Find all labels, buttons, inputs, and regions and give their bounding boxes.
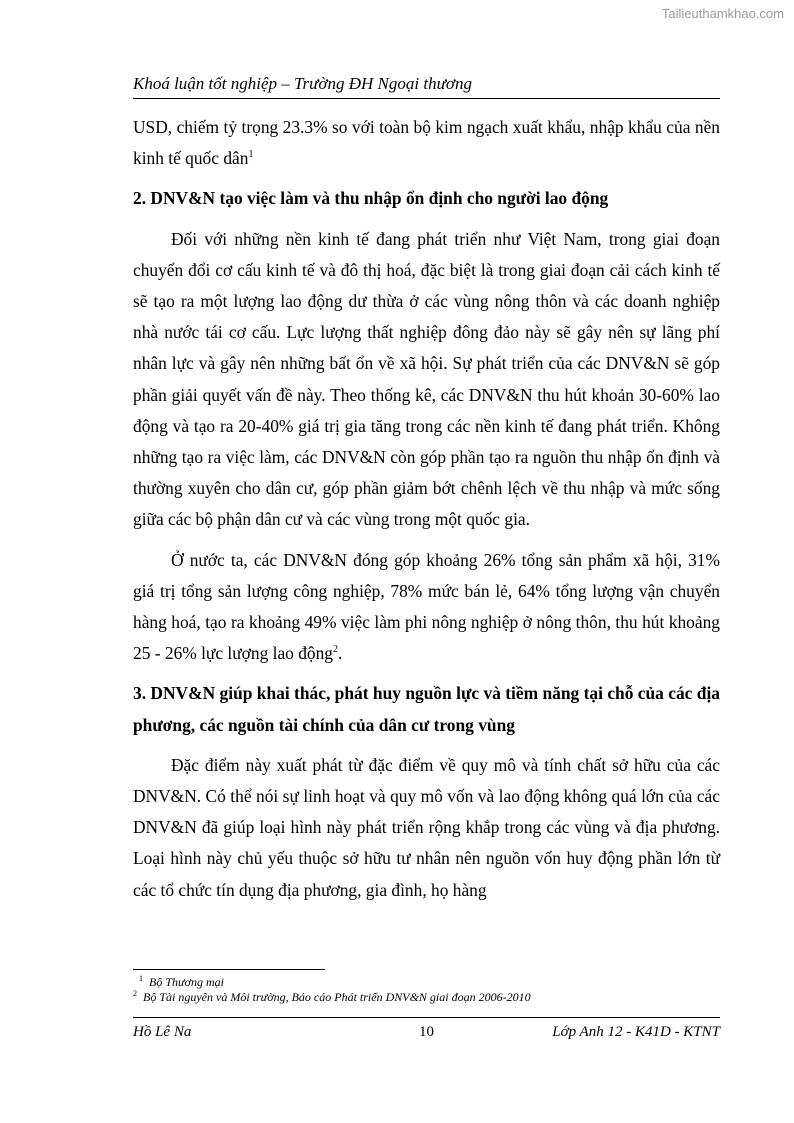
footnotes (133, 975, 720, 1005)
section-3-heading: 3. DNV&N giúp khai thác, phát huy nguồn lực và tiềm năng tại chỗ của các địa phương, các nguồn tài chính của dân cư trong vùng (133, 683, 720, 735)
footer-class-info: Lớp Anh 12 - K41D - KTNT (552, 1024, 720, 1040)
header-divider (133, 98, 720, 99)
footnote-ref-1[interactable]: 1 (248, 149, 254, 161)
footnote-divider (133, 969, 325, 970)
page-footer (133, 1022, 720, 1042)
footnote-2 (133, 990, 720, 1005)
watermark: Tailieuthamkhao.com (661, 6, 784, 21)
intro-text: USD, chiếm tỷ trọng 23.3% so với toàn bộ kim ngạch xuất khẩu, nhập khẩu của nền kinh tế quốc dân (133, 117, 720, 169)
section-2-paragraph-2 (133, 545, 720, 670)
intro-paragraph (133, 112, 720, 174)
page-body (133, 112, 720, 906)
section-2-paragraph-2-text: Ở nước ta, các DNV&N đóng góp khoảng 26% tổng sản phẩm xã hội, 31% giá trị tổng sản lượng công nghiệp, 78% mức bán lẻ, 64% tổng lượng vận chuyển hàng hoá, tạo ra khoảng 49% việc làm phi nông nghiệp ở nông thôn, thu hút khoảng 25 - 26% lực lượng lao động (133, 549, 720, 664)
page-number: 10 (419, 1024, 434, 1040)
page-header: Khoá luận tốt nghiệp – Trường ĐH Ngoại thương (133, 74, 472, 93)
section-2-paragraph-1: Đối với những nền kinh tế đang phát triển như Việt Nam, trong giai đoạn chuyển đổi cơ cấu kinh tế và đô thị hoá, đặc biệt là trong giai đoạn cải cách kinh tế sẽ tạo ra một lượng lao động dư thừa ở các vùng nông thôn và các doanh nghiệp nhà nước tái cơ cấu. Lực lượng thất nghiệp đông đảo này sẽ gây nên sự lãng phí nhân lực và gây nên những bất ổn về xã hội. Sự phát triển của các DNV&N sẽ góp phần giải quyết vấn đề này. Theo thống kê, các DNV&N thu hút khoản 30-60% lao động và tạo ra 20-40% giá trị gia tăng trong các nền kinh tế đang phát triển. Không những tạo ra việc làm, các DNV&N còn góp phần tạo ra nguồn thu nhập ổn định và thường xuyên cho dân cư, góp phần giảm bớt chênh lệch về thu nhập và mức sống giữa các bộ phận dân cư và các vùng trong một quốc gia. (133, 228, 720, 530)
footnote-ref-2[interactable]: 2 (333, 644, 338, 656)
footer-divider (133, 1017, 720, 1018)
section-2-heading: 2. DNV&N tạo việc làm và thu nhập ổn định cho người lao động (133, 188, 609, 209)
footnote-1-text: Bộ Thương mại (149, 975, 224, 989)
footnote-2-text: Bộ Tài nguyên và Môi trường, Báo cáo Phát triển DNV&N giai đoạn 2006-2010 (143, 990, 531, 1004)
footnote-1 (133, 975, 720, 990)
section-2-paragraph-2-end: . (338, 643, 343, 664)
footnote-1-number: 1 (139, 974, 143, 983)
section-3-paragraph-1: Đặc điểm này xuất phát từ đặc điểm về quy mô và tính chất sở hữu của các DNV&N. Có thể nói sự linh hoạt và quy mô vốn và lao động không quá lớn của các DNV&N đã giúp loại hình này phát triển rộng khắp trong các vùng và địa phương. Loại hình này chủ yếu thuộc sở hữu tư nhân nên nguồn vốn huy động phần lớn từ các tổ chức tín dụng địa phương, gia đình, họ hàng (133, 754, 720, 900)
footnote-2-number: 2 (133, 989, 137, 998)
footer-author: Hồ Lê Na (133, 1024, 192, 1040)
